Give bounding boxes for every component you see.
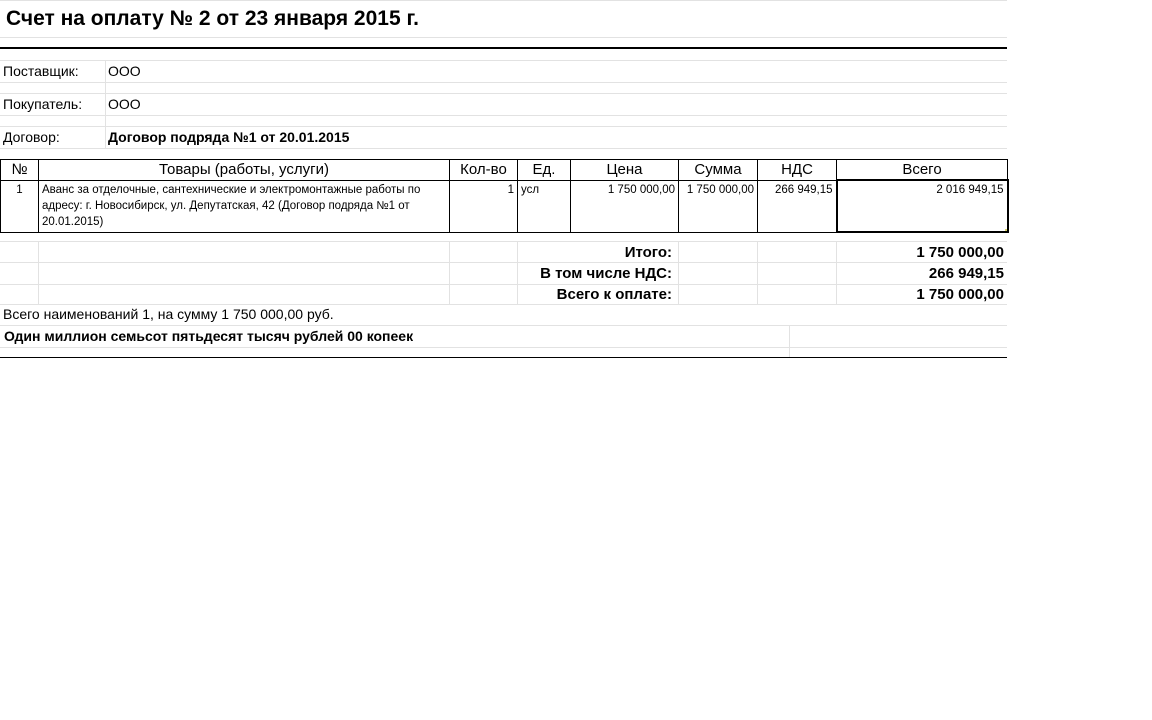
buyer-label: Покупатель: xyxy=(3,96,83,112)
cell-no[interactable]: 1 xyxy=(1,180,39,232)
grid-line xyxy=(0,126,1007,127)
supplier-value[interactable]: ООО xyxy=(108,63,141,79)
supplier-label: Поставщик: xyxy=(3,63,79,79)
contract-value[interactable]: Договор подряда №1 от 20.01.2015 xyxy=(108,129,350,145)
vat-total-label: В том числе НДС: xyxy=(540,265,672,282)
grid-line xyxy=(757,241,758,304)
grid-line xyxy=(0,37,1007,38)
title-divider xyxy=(0,47,1007,49)
subtotal-value[interactable]: 1 750 000,00 xyxy=(916,244,1004,261)
header-goods[interactable]: Товары (работы, услуги) xyxy=(39,160,450,181)
cell-goods[interactable]: Аванс за отделочные, сантехнические и электромонтажные работы по адресу: г. Новосибирск, ул. Депутатская, 42 (Договор подряда №1 от 20.01.2015) xyxy=(39,180,450,232)
amount-due-label: Всего к оплате: xyxy=(556,286,672,303)
header-price[interactable]: Цена xyxy=(571,160,679,181)
header-total[interactable]: Всего xyxy=(837,160,1008,181)
table-header-row xyxy=(1,160,1008,181)
cell-sum[interactable]: 1 750 000,00 xyxy=(679,180,758,232)
header-sum[interactable]: Сумма xyxy=(679,160,758,181)
subtotal-label: Итого: xyxy=(624,244,672,261)
cell-vat[interactable]: 266 949,15 xyxy=(758,180,837,232)
grid-line xyxy=(105,60,106,148)
header-qty[interactable]: Кол-во xyxy=(450,160,518,181)
cell-price[interactable]: 1 750 000,00 xyxy=(571,180,679,232)
grid-line xyxy=(38,241,39,304)
grid-line xyxy=(789,325,790,358)
grid-line xyxy=(517,241,518,304)
grid-line xyxy=(0,93,1007,94)
header-vat[interactable]: НДС xyxy=(758,160,837,181)
grid-line xyxy=(0,262,1007,263)
vat-total-value[interactable]: 266 949,15 xyxy=(928,265,1004,282)
grid-line xyxy=(0,325,1007,326)
grid-line xyxy=(0,60,1007,61)
grid-line xyxy=(0,115,1007,116)
grid-line xyxy=(678,241,679,304)
footer-divider xyxy=(0,357,1007,358)
items-table xyxy=(0,159,1009,233)
cell-qty[interactable]: 1 xyxy=(450,180,518,232)
contract-label: Договор: xyxy=(3,129,60,145)
grid-line xyxy=(0,284,1007,285)
amount-in-words[interactable]: Один миллион семьсот пятьдесят тысяч рублей 00 копеек xyxy=(4,328,414,344)
table-row xyxy=(1,180,1008,232)
cell-total-value: 2 016 949,15 xyxy=(936,184,1004,196)
header-no[interactable]: № xyxy=(1,160,39,181)
grid-line xyxy=(0,241,1007,242)
header-unit[interactable]: Ед. xyxy=(518,160,571,181)
spreadsheet-sheet xyxy=(0,0,1007,360)
grid-line xyxy=(0,347,1007,348)
invoice-title: Счет на оплату № 2 от 23 января 2015 г. xyxy=(6,7,419,30)
grid-line xyxy=(0,304,1007,305)
grid-line xyxy=(0,0,1007,1)
fill-handle[interactable] xyxy=(1005,229,1008,232)
cell-unit[interactable]: усл xyxy=(518,180,571,232)
grid-line xyxy=(836,241,837,304)
items-count-text[interactable]: Всего наименований 1, на сумму 1 750 000,00 руб. xyxy=(3,306,334,322)
cell-total-selected[interactable] xyxy=(837,180,1008,232)
grid-line xyxy=(0,82,1007,83)
buyer-value[interactable]: ООО xyxy=(108,96,141,112)
grid-line xyxy=(0,148,1007,149)
grid-line xyxy=(449,241,450,304)
amount-due-value[interactable]: 1 750 000,00 xyxy=(916,286,1004,303)
